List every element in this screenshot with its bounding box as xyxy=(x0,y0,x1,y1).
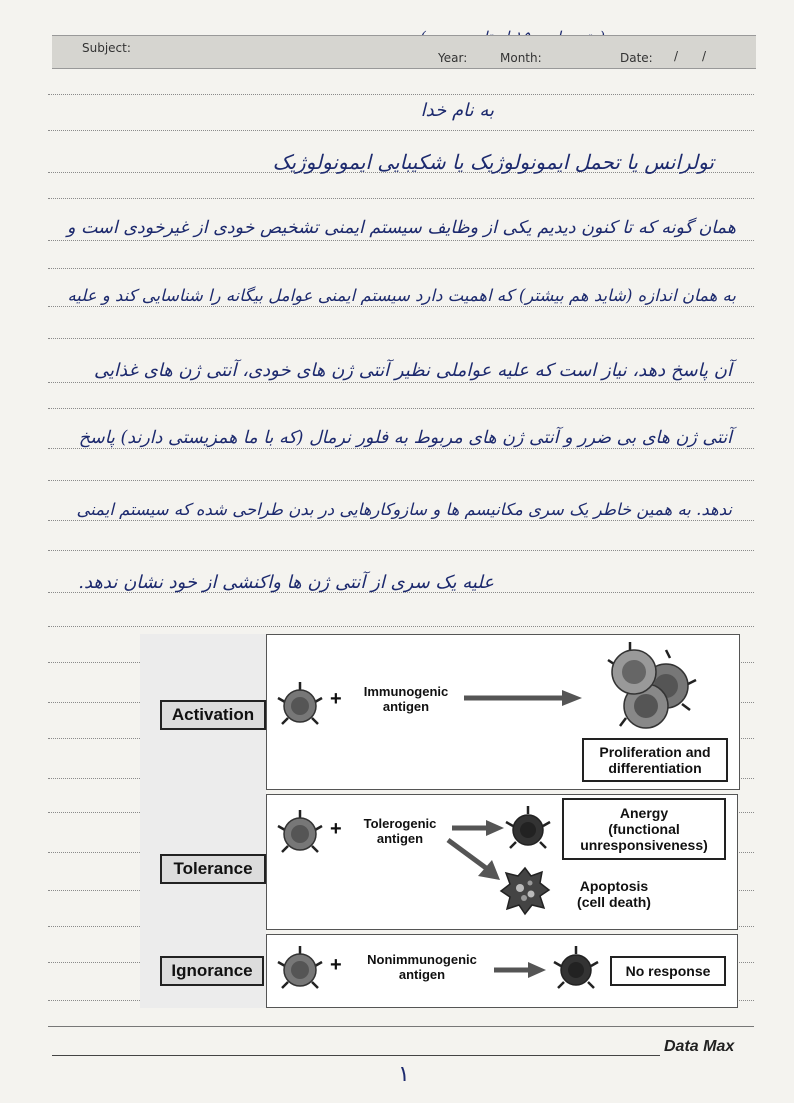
activation-antigen-label: Immunogenic antigen xyxy=(363,684,449,714)
activation-outcome-box: Proliferation and differentiation xyxy=(582,738,728,782)
date-label: Date: xyxy=(620,51,653,65)
no-response-box: No response xyxy=(610,956,726,986)
body-line-6: علیه یک سری از آنتی ژن ها واکنشی از خود نشان ندهد. xyxy=(78,572,494,593)
ignorance-antigen-label: Nonimmunogenic antigen xyxy=(367,952,477,982)
naive-lymphocyte-icon xyxy=(272,678,328,734)
body-line-5: ندهد. به همین خاطر یک سری مکانیسم ها و سازوکارهایی در بدن طراحی شده که سیستم ایمنی xyxy=(76,500,732,519)
arrow-icon xyxy=(494,960,546,980)
bismillah: به نام خدا xyxy=(420,100,494,121)
naive-lymphocyte-icon xyxy=(272,806,328,862)
page-number: ۱ xyxy=(398,1062,410,1087)
page-title: تولرانس یا تحمل ایمونولوژیک یا شکیبایی ایمونولوژیک xyxy=(272,150,714,174)
apoptosis-outcome-box: Apoptosis (cell death) xyxy=(564,872,664,916)
tolerance-antigen-label: Tolerogenic antigen xyxy=(363,816,437,846)
ignorance-label: Ignorance xyxy=(160,956,264,986)
date-separator: / xyxy=(702,49,707,63)
plus-sign: + xyxy=(330,818,342,840)
date-separator: / xyxy=(674,49,679,63)
unresponsive-cell-icon xyxy=(550,944,602,996)
body-line-1: همان گونه که تا کنون دیدیم یکی از وظایف سیستم ایمنی تشخیص خودی از غیرخودی است و xyxy=(66,218,736,238)
anergic-cell-icon xyxy=(502,804,554,856)
tolerance-label: Tolerance xyxy=(160,854,266,884)
subject-label: Subject: xyxy=(82,41,131,55)
anergy-outcome-box: Anergy (functional unresponsiveness) xyxy=(562,798,726,860)
plus-sign: + xyxy=(330,954,342,976)
body-line-2: به همان اندازه (شاید هم بیشتر) که اهمیت دارد سیستم ایمنی عوامل بیگانه را شناسایی کند و علیه xyxy=(67,286,736,305)
arrow-icon xyxy=(464,688,584,708)
month-label: Month: xyxy=(500,51,542,65)
body-line-4: آنتی ژن های بی ضرر و آنتی ژن های مربوط به فلور نرمال (که با ما همزیستی دارند) پاسخ xyxy=(78,428,732,448)
arrow-icon xyxy=(452,818,504,838)
activation-label: Activation xyxy=(160,700,266,730)
figure-left-panel xyxy=(140,634,266,1008)
footer-brand: Data Max xyxy=(664,1038,735,1055)
header-bar xyxy=(52,35,756,69)
apoptotic-cell-icon xyxy=(498,864,552,918)
year-label: Year: xyxy=(438,51,468,65)
naive-lymphocyte-icon xyxy=(272,942,328,998)
proliferating-cells-icon xyxy=(600,640,704,732)
plus-sign: + xyxy=(330,688,342,710)
body-line-3: آن پاسخ دهد، نیاز است که علیه عواملی نظیر آنتی ژن های خودی، آنتی ژن های غذایی xyxy=(94,360,732,381)
arrow-icon xyxy=(446,838,506,882)
footer-line xyxy=(52,1055,660,1056)
